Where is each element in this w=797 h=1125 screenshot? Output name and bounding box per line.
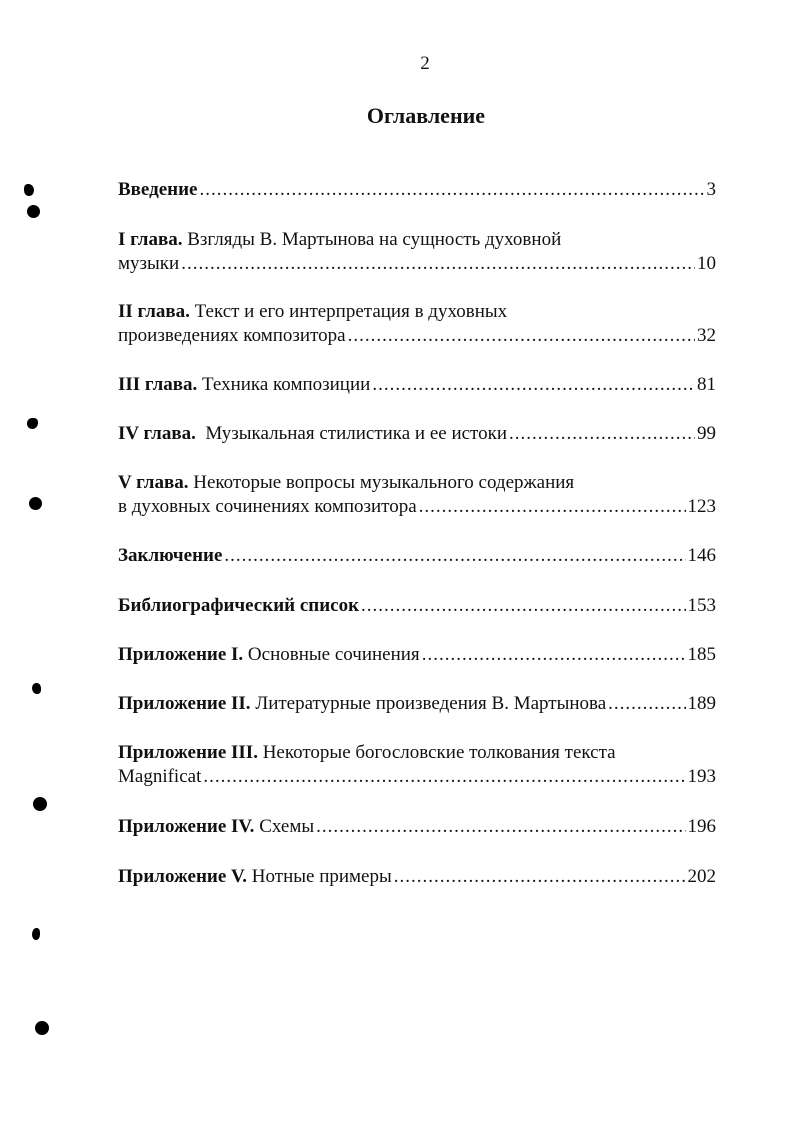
scan-blot [27, 418, 38, 429]
dot-leader [608, 692, 685, 716]
scan-blot [32, 928, 40, 940]
toc-entry-continuation: Magnificat [118, 766, 202, 787]
dot-leader [372, 373, 695, 397]
toc-entry-page: 146 [687, 545, 716, 566]
toc-entry-label: Приложение IV. [118, 816, 255, 837]
toc-entry-appendix-3 [118, 741, 716, 789]
toc-entry-label: II глава. [118, 301, 190, 322]
toc-entry-page: 189 [687, 693, 716, 714]
toc-entry-chapter-2 [118, 300, 716, 348]
toc-entry-text: Некоторые вопросы музыкального содержания [193, 472, 575, 493]
toc-entry-text: Литературные произведения В. Мартынова [255, 693, 607, 714]
dot-leader [361, 594, 685, 618]
toc-entry-label: Приложение III. [118, 742, 258, 763]
scan-blot [32, 683, 41, 694]
page-number: 2 [420, 53, 430, 74]
toc-entry-chapter-3 [118, 373, 716, 397]
toc-entry-introduction [118, 178, 716, 202]
dot-leader [509, 422, 695, 446]
dot-leader [316, 815, 685, 839]
toc-entry-continuation: в духовных сочинениях композитора [118, 496, 417, 517]
toc-entry-text: Техника композиции [202, 374, 371, 395]
toc-entry-text: Схемы [259, 816, 315, 837]
toc-entry-label: Заключение [118, 545, 223, 566]
toc-entry-label: I глава. [118, 229, 183, 250]
toc-entry-label: Приложение V. [118, 866, 248, 887]
binder-hole [35, 1021, 49, 1035]
toc-entry-text: Нотные примеры [251, 866, 392, 887]
toc-entry-page: 193 [687, 766, 716, 787]
toc-entry-appendix-4 [118, 815, 716, 839]
toc-entry-label: Введение [118, 179, 198, 200]
toc-entry-label: IV глава. [118, 423, 196, 444]
toc-entry-page: 32 [697, 325, 716, 346]
dot-leader [422, 643, 686, 667]
toc-entry-label: Библиографический список [118, 595, 360, 616]
toc-entry-text: Текст и его интерпретация в духовных [194, 301, 508, 322]
toc-entry-text: Некоторые богословские толкования текста [262, 742, 616, 763]
scan-blot [24, 184, 34, 196]
dot-leader [203, 765, 685, 789]
dot-leader [224, 544, 685, 568]
toc-entry-chapter-1 [118, 228, 716, 276]
toc-entry-text: Музыкальная стилистика и ее истоки [205, 423, 508, 444]
toc-entry-page: 202 [687, 866, 716, 887]
binder-hole [29, 497, 42, 510]
toc-entry-label: V глава. [118, 472, 189, 493]
toc-entry-page: 153 [687, 595, 716, 616]
binder-hole [27, 205, 40, 218]
toc-entry-bibliography [118, 594, 716, 618]
toc-entry-continuation: музыки [118, 253, 180, 274]
toc-entry-text: Основные сочинения [247, 644, 420, 665]
toc-entry-page: 10 [697, 253, 716, 274]
toc-entry-label: III глава. [118, 374, 198, 395]
toc-entry-page: 196 [687, 816, 716, 837]
dot-leader [394, 865, 686, 889]
dot-leader [348, 324, 695, 348]
toc-entry-label: Приложение II. [118, 693, 251, 714]
toc-entry-page: 99 [697, 423, 716, 444]
dot-leader [181, 252, 695, 276]
toc-entry-chapter-4 [118, 422, 716, 446]
page-title: Оглавление [366, 103, 486, 128]
toc-entry-page: 123 [687, 496, 716, 517]
toc-entry-appendix-5 [118, 865, 716, 889]
toc-entry-page: 3 [706, 179, 716, 200]
dot-leader [200, 178, 705, 202]
toc-entry-text: Взгляды В. Мартынова на сущность духовной [187, 229, 562, 250]
toc-entry-page: 81 [697, 374, 716, 395]
toc-entry-continuation: произведениях композитора [118, 325, 346, 346]
toc-entry-conclusion [118, 544, 716, 568]
toc-entry-chapter-5 [118, 471, 716, 519]
binder-hole [33, 797, 47, 811]
toc-entry-appendix-1 [118, 643, 716, 667]
toc-entry-label: Приложение I. [118, 644, 244, 665]
dot-leader [419, 495, 686, 519]
toc-entry-page: 185 [687, 644, 716, 665]
toc-entry-appendix-2 [118, 692, 716, 716]
